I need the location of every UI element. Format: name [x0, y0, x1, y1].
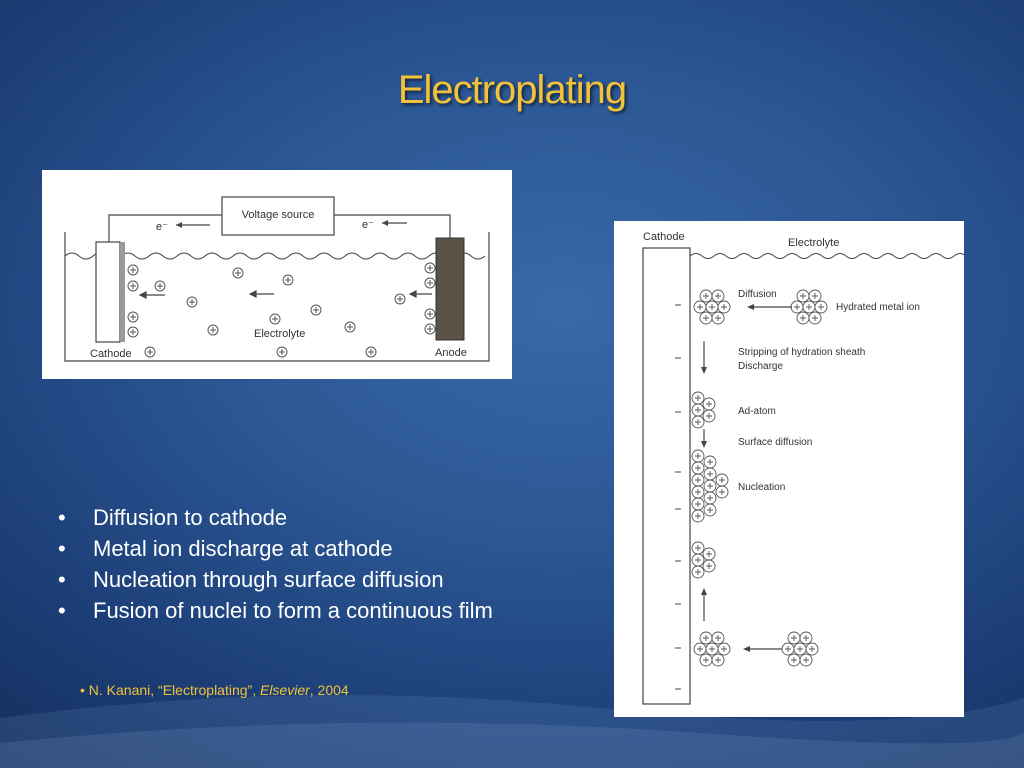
- electroplating-cell-diagram: [42, 170, 512, 379]
- cathode-title: Cathode: [643, 231, 685, 243]
- deposition-mechanism-diagram: [614, 221, 964, 717]
- bullet-item: • Diffusion to cathode: [50, 502, 493, 533]
- hydrated-ion-label: Hydrated metal ion: [836, 302, 920, 313]
- nucleation-label: Nucleation: [738, 482, 786, 493]
- electrolyte-label: Electrolyte: [254, 328, 306, 340]
- slide-title: Electroplating: [397, 68, 627, 112]
- bullet-item: • Fusion of nuclei to form a continuous film: [50, 595, 493, 626]
- reference-publisher: Elsevier: [259, 682, 310, 698]
- cathode-electrode: [96, 242, 120, 342]
- reference-prefix: • N. Kanani, “Electroplating”,: [80, 682, 260, 698]
- bullet-item: • Nucleation through surface diffusion: [50, 564, 493, 595]
- anode-label: Anode: [435, 347, 467, 359]
- electrolyte-title: Electrolyte: [788, 237, 840, 249]
- reference-suffix: , 2004: [309, 682, 349, 698]
- voltage-source-label: Voltage source: [241, 209, 315, 221]
- discharge-label: Discharge: [738, 361, 784, 372]
- electron-label-left: e⁻: [156, 221, 168, 233]
- metal-ions: [128, 263, 435, 357]
- cathode-bar: [643, 248, 690, 704]
- reference-citation: [80, 682, 349, 698]
- electron-label-right: e⁻: [362, 219, 374, 231]
- anode-electrode: [436, 238, 464, 340]
- adatom-label: Ad-atom: [738, 406, 776, 417]
- stripping-label: Stripping of hydration sheath: [738, 347, 866, 358]
- bullet-list: [50, 502, 493, 626]
- surface-diffusion-label: Surface diffusion: [738, 437, 813, 448]
- bullet-item: • Metal ion discharge at cathode: [50, 533, 493, 564]
- cathode-label: Cathode: [90, 348, 132, 360]
- diffusion-label: Diffusion: [738, 289, 777, 300]
